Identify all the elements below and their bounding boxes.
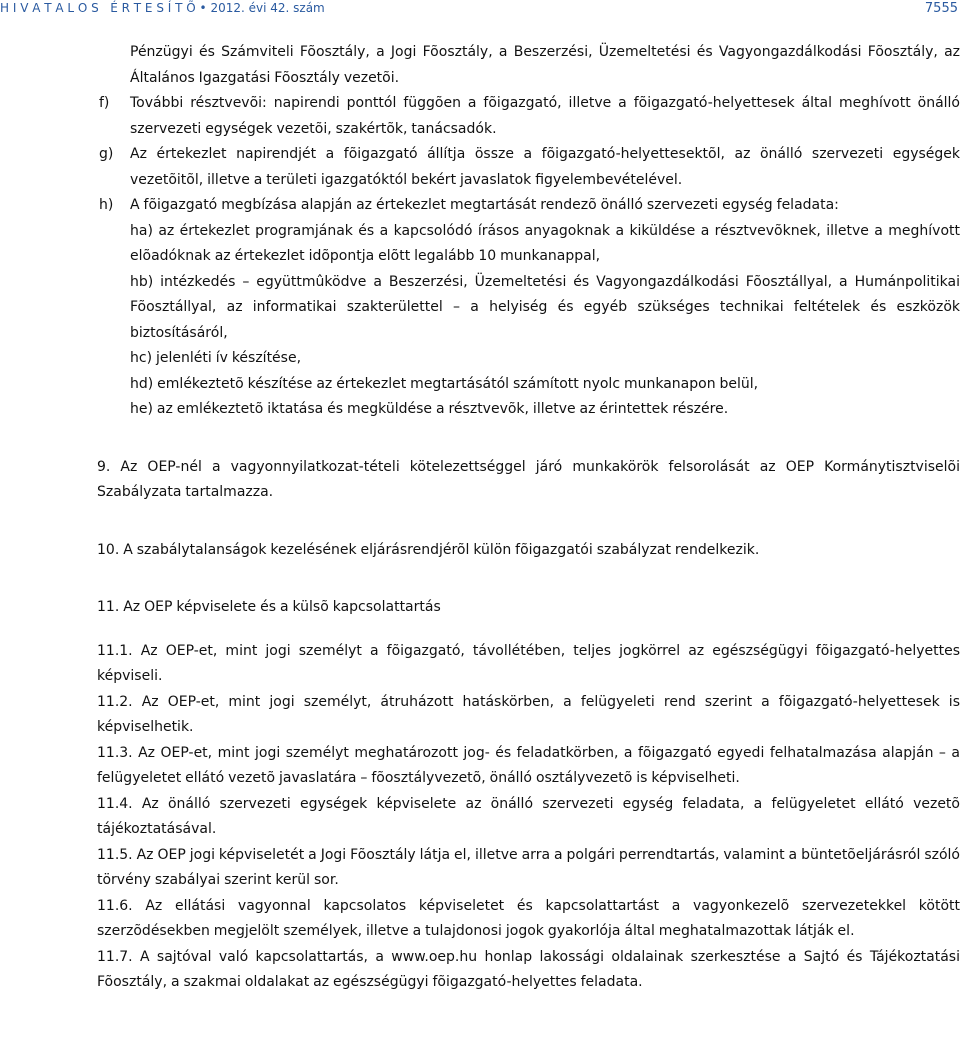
section-11-7: 11.7. A sajtóval való kapcsolattartás, a www.oep.hu honlap lakossági oldalainak szerkesztése a Sajtó és Tájékoztatási Fõosztály, a szakmai oldalakat az egészségügyi fõigazgató-helyettes feladata.: [97, 948, 960, 990]
section-11-4: 11.4. Az önálló szervezeti egységek képviselete az önálló szervezeti egység feladata, a felügyeletet ellátó vezetõ tájékoztatásával.: [97, 795, 960, 837]
section-11-3: 11.3. Az OEP-et, mint jogi személyt meghatározott jog- és feladatkörben, a fõigazgató egyedi felhatalmazása alapján – a felügyeletet ellátó vezetõ javaslatára – fõosztályvezetõ, önálló osztályvezetõ is képviselheti.: [97, 744, 960, 786]
header-issue: 2012. évi 42. szám: [210, 1, 325, 15]
list-item-g: [0, 142, 960, 193]
sub-item-he: he) az emlékeztetõ iktatása és megküldése a résztvevõk, illetve az érintettek részére.: [130, 401, 729, 417]
header-bullet: •: [199, 1, 207, 15]
header-title: H I V A T A L O S É R T E S Í T Õ: [0, 1, 196, 15]
page-header: [0, 0, 960, 22]
section-11-2: 11.2. Az OEP-et, mint jogi személyt, átruházott hatáskörben, a felügyeleti rend szerint a fõigazgató-helyettesek is képviselhetik.: [97, 693, 960, 735]
section-11-6: 11.6. Az ellátási vagyonnal kapcsolatos képviseletet és kapcsolattartást a vagyonkezelõ szervezetekkel kötött szerzõdésekben megjelölt személyek, illetve a tulajdonosi jogok gyakorlója által meghatalmazottak látják el.: [97, 897, 960, 939]
section-11-5: 11.5. Az OEP jogi képviseletét a Jogi Fõosztály látja el, illetve arra a polgári perrendtartás, valamint a büntetõeljárásról szóló törvény szabályai szerint kerül sor.: [97, 846, 960, 888]
list-item-h: [0, 193, 960, 219]
list-item-f: [0, 91, 960, 142]
section-10: 10. A szabálytalanságok kezelésének eljárásrendjérõl külön fõigazgatói szabályzat rendelkezik.: [97, 541, 760, 558]
list-marker-g: g): [99, 146, 114, 162]
document-body: [0, 40, 960, 996]
item-e-continuation: Pénzügyi és Számviteli Fõosztály, a Jogi Fõosztály, a Beszerzési, Üzemeltetési és Vagyongazdálkodási Fõosztály, az Általános Igazgatási Fõosztály vezetõi.: [130, 44, 960, 86]
section-11-heading: 11. Az OEP képviselete és a külsõ kapcsolattartás: [97, 599, 441, 615]
list-marker-f: f): [99, 95, 110, 111]
sub-item-hc: hc) jelenléti ív készítése,: [130, 350, 302, 366]
list-text-f: További résztvevõi: napirendi ponttól függõen a fõigazgató, illetve a fõigazgató-helyettesek által meghívott önálló szervezeti egységek vezetõi, szakértõk, tanácsadók.: [130, 95, 960, 137]
page-number: 7555: [924, 1, 958, 16]
section-9: 9. Az OEP-nél a vagyonnyilatkozat-tételi kötelezettséggel járó munkakörök felsorolását az OEP Kormánytisztviselõi Szabályzata tartalmazza.: [97, 458, 960, 500]
sub-item-ha: ha) az értekezlet programjának és a kapcsolódó írásos anyagoknak a kiküldése a résztvevõknek, illetve a meghívott elõadóknak az értekezlet idõpontja elõtt legalább 10 munkanappal,: [130, 222, 960, 264]
list-marker-h: h): [99, 197, 114, 213]
sub-item-hd: hd) emlékeztetõ készítése az értekezlet megtartásától számított nyolc munkanapon belül,: [130, 375, 759, 392]
list-text-g: Az értekezlet napirendjét a fõigazgató állítja össze a fõigazgató-helyettesektõl, az önálló szervezeti egységek vezetõitõl, illetve a területi igazgatóktól bekért javaslatok figyelembevételével.: [130, 146, 960, 188]
header-publication: [0, 1, 325, 15]
list-text-h: A fõigazgató megbízása alapján az értekezlet megtartását rendezõ önálló szervezeti egység feladata:: [130, 197, 839, 213]
section-11-1: 11.1. Az OEP-et, mint jogi személyt a fõigazgató, távollétében, teljes jogkörrel az egészségügyi fõigazgató-helyettes képviseli.: [97, 642, 960, 684]
sub-item-hb: hb) intézkedés – együttmûködve a Beszerzési, Üzemeltetési és Vagyongazdálkodási Fõosztállyal, a Humánpolitikai Fõosztállyal, az informatikai szakterülettel – a helyiség és egyéb szükséges technikai feltételek és eszközök biztosításáról,: [130, 273, 960, 341]
